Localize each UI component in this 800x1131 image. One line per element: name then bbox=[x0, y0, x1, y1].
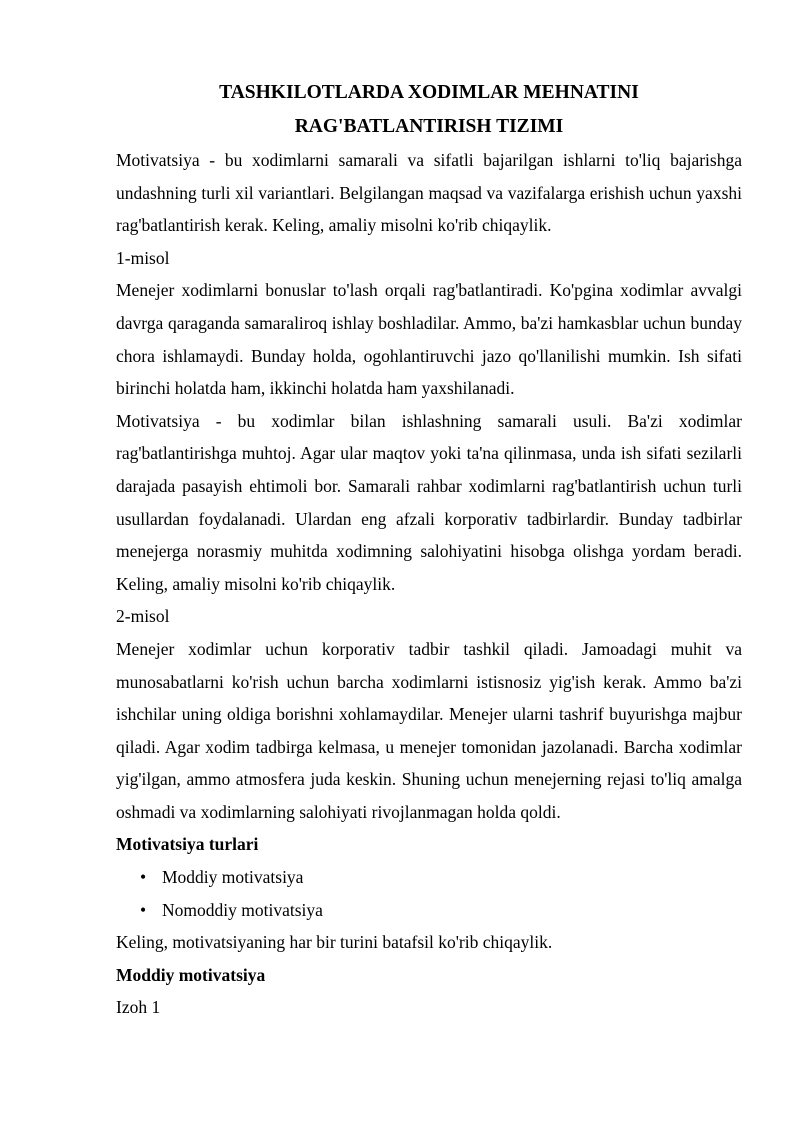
bullet-icon: • bbox=[140, 867, 147, 888]
example-2-label: 2-misol bbox=[116, 606, 170, 627]
motivation-types-heading: Motivatsiya turlari bbox=[116, 834, 259, 855]
title-line-2: RAG'BATLANTIRISH TIZIMI bbox=[294, 116, 564, 137]
example-1-label: 1-misol bbox=[116, 247, 170, 268]
note-label: Izoh 1 bbox=[116, 997, 161, 1018]
example-2-paragraph: Menejer xodimlar uchun korporativ tadbir tashkil qiladi. Jamoadagi muhit va munosabatlarni ko'rish uchun barcha xodimlarni istisnosiz yig'ish kerak. Ammo ba'zi ishchilar uning oldiga borishni xohlamaydilar. Menejer ularni tashrif buyurishga majbur qiladi. Agar xodim tadbirga kelmasa, u menejer tomonidan jazolanadi. Barcha xodimlar yig'ilgan, ammo atmosfera juda keskin. Shuning uchun menejerning rejasi to'liq amalga oshmadi va xodimlarning salohiyati rivojlanmagan holda qoldi. bbox=[116, 638, 742, 822]
list-item bbox=[116, 861, 742, 894]
bullet-icon: • bbox=[140, 899, 147, 920]
document-title bbox=[116, 76, 742, 144]
list-item bbox=[116, 894, 742, 927]
title-line-1: TASHKILOTLARDA XODIMLAR MEHNATINI bbox=[219, 82, 639, 103]
example-1-paragraph: Menejer xodimlarni bonuslar to'lash orqali rag'batlantiradi. Ko'pgina xodimlar avvalgi davrga qaraganda samaraliroq ishlay boshladilar. Ammo, ba'zi hamkasblar uchun bunday chora ishlamaydi. Bunday holda, ogohlantiruvchi jazo qo'llanilishi mumkin. Ish sifati birinchi holatda ham, ikkinchi holatda ham yaxshilanadi. bbox=[116, 280, 742, 399]
intro-paragraph: Motivatsiya - bu xodimlarni samarali va sifatli bajarilgan ishlarni to'liq bajarishga undashning turli xil variantlari. Belgilangan maqsad va vazifalarga erishish uchun yaxshi rag'batlantirish kerak. Keling, amaliy misolni ko'rib chiqaylik. bbox=[116, 150, 742, 236]
list-item-text: Nomoddiy motivatsiya bbox=[162, 899, 323, 920]
types-summary-paragraph: Keling, motivatsiyaning har bir turini batafsil ko'rib chiqaylik. bbox=[116, 932, 553, 953]
motivation-method-paragraph: Motivatsiya - bu xodimlar bilan ishlashning samarali usuli. Ba'zi xodimlar rag'batlantirishga muhtoj. Agar ular maqtov yoki ta'na qilinmasa, unda ish sifati sezilarli darajada pasayish ehtimoli bor. Samarali rahbar xodimlarni rag'batlantirish uchun turli usullardan foydalanadi. Ulardan eng afzali korporativ tadbirlardir. Bunday tadbirlar menejerga norasmiy muhitda xodimning salohiyatini hisobga olishga yordam beradi. Keling, amaliy misolni ko'rib chiqaylik. bbox=[116, 410, 742, 594]
motivation-types-list bbox=[116, 861, 742, 926]
list-item-text: Moddiy motivatsiya bbox=[162, 867, 304, 888]
material-motivation-heading: Moddiy motivatsiya bbox=[116, 964, 266, 985]
document-body bbox=[116, 76, 742, 1024]
